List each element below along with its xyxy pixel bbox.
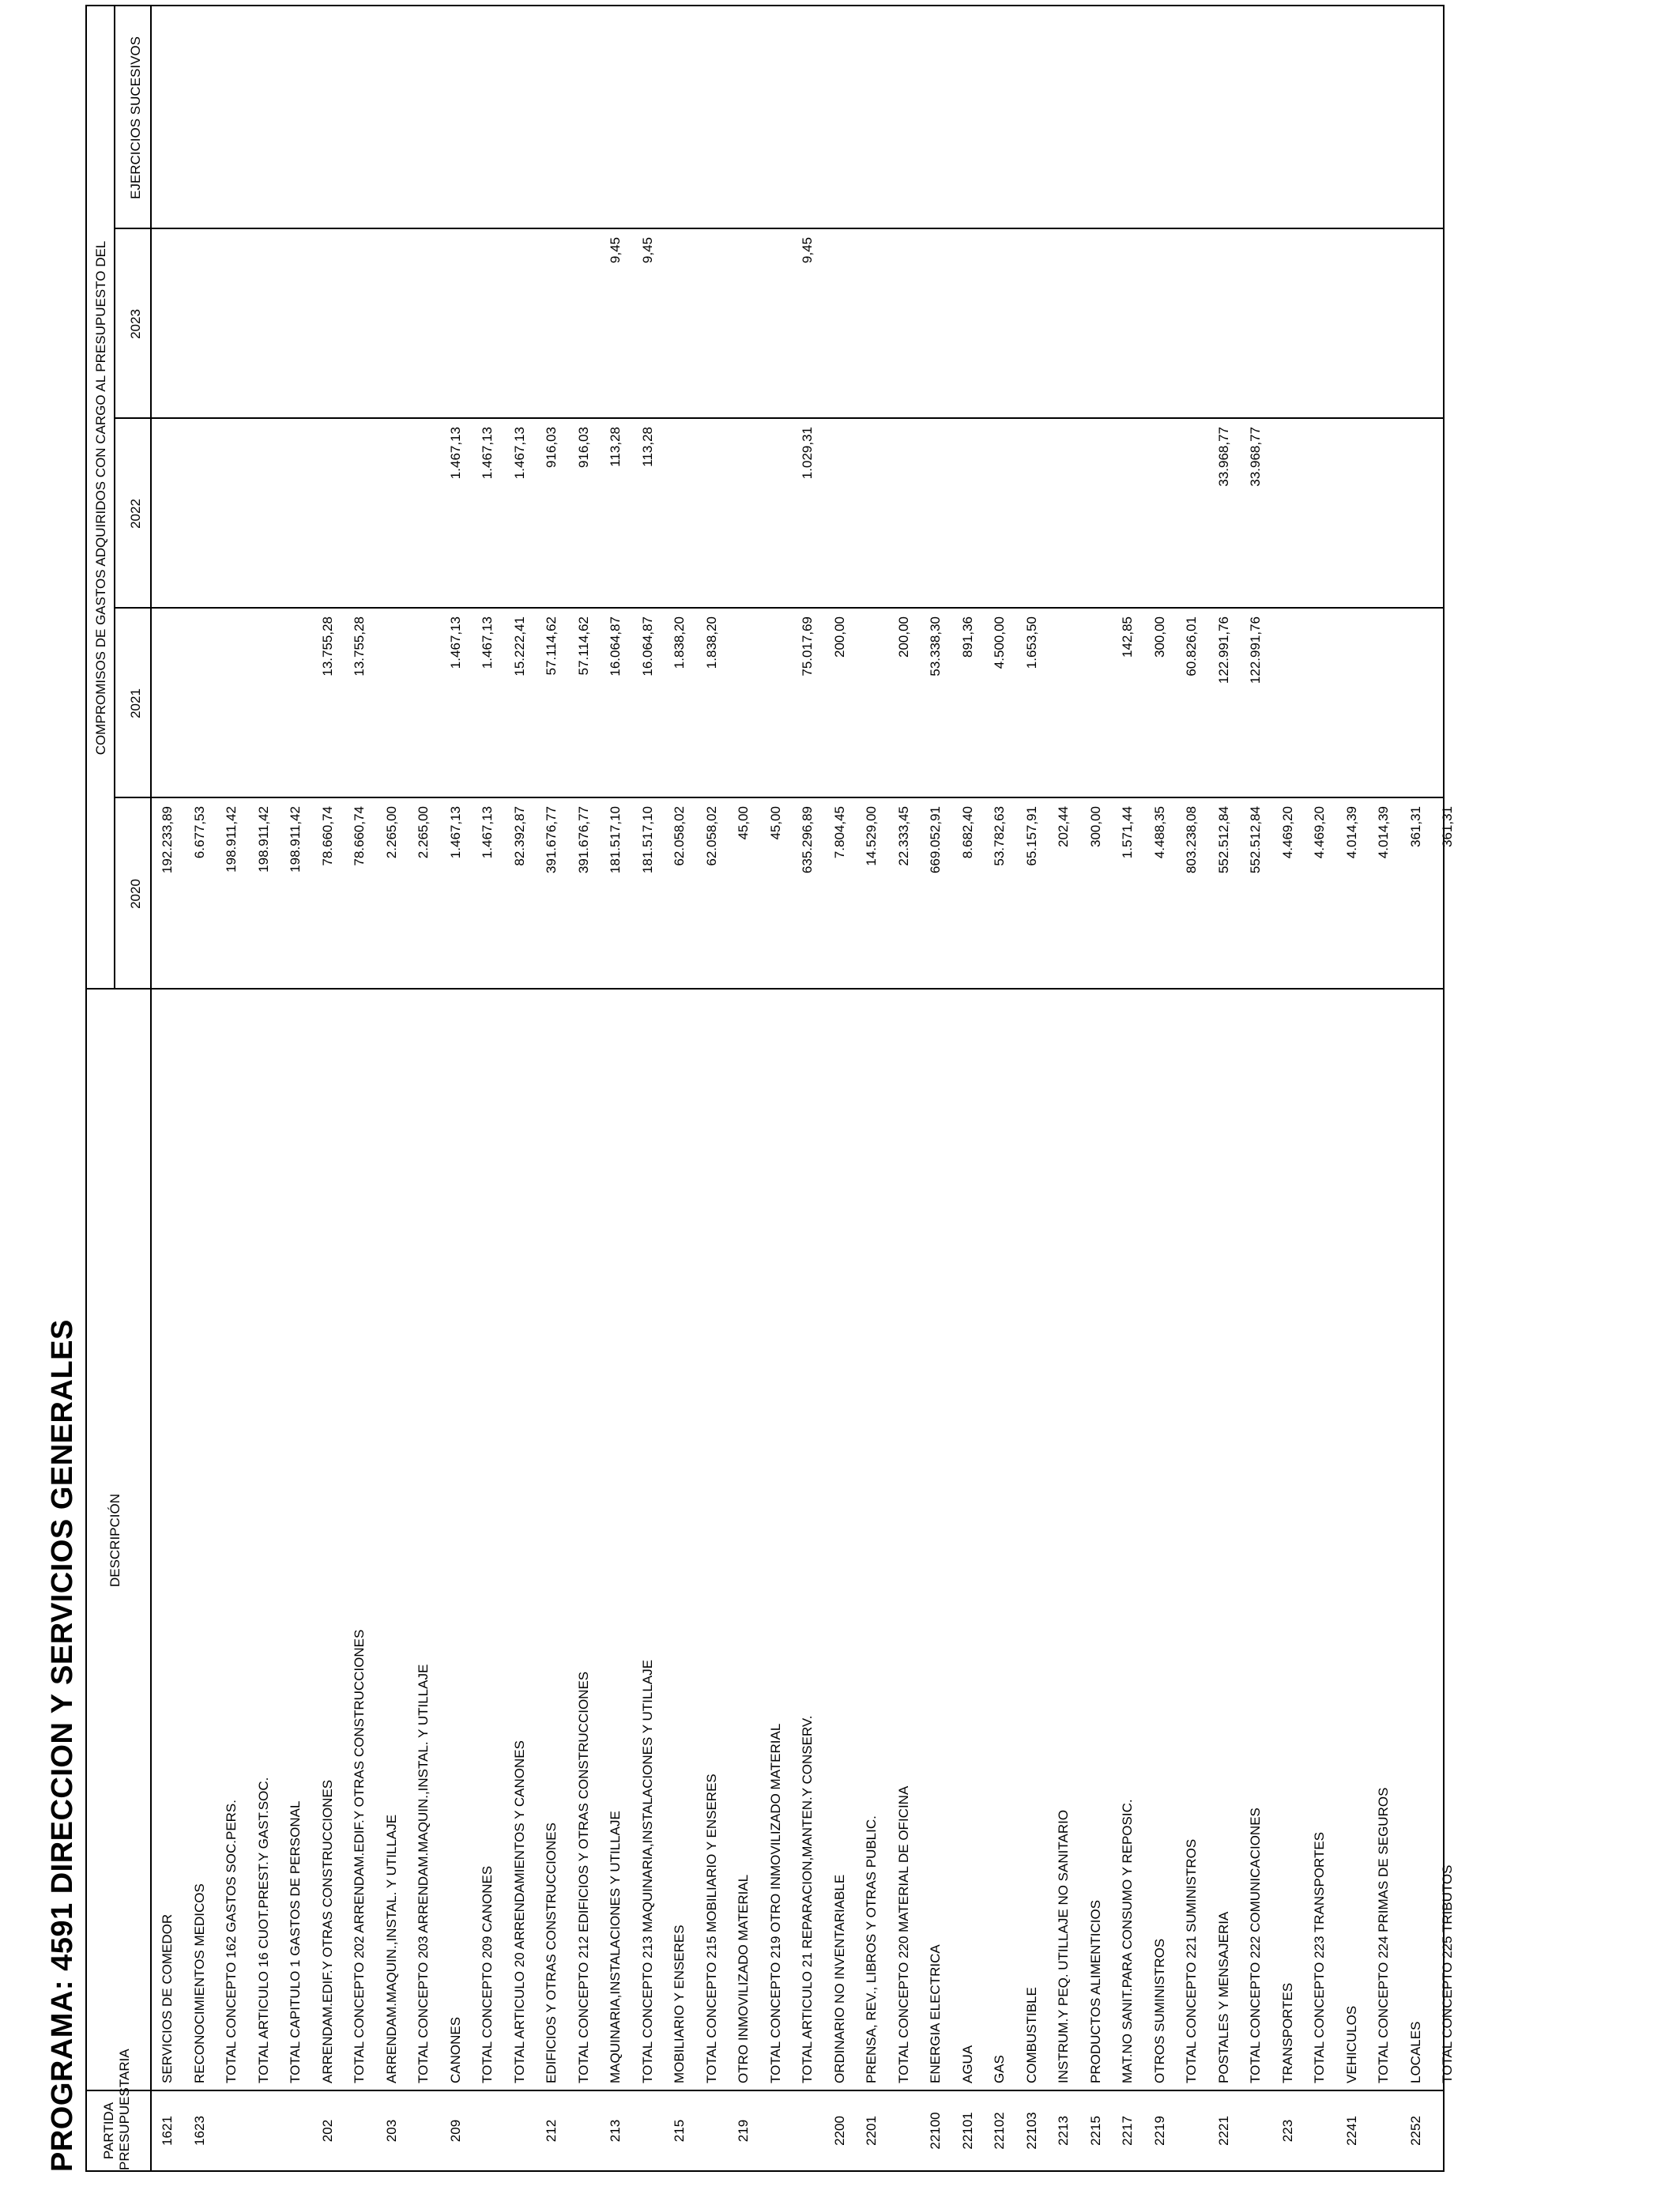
row-value-2020: 82.392,87 (511, 806, 527, 866)
table-row (1088, 6, 1104, 2170)
row-value-2020: 45,00 (736, 806, 751, 840)
row-value-2020: 181.517,10 (608, 806, 623, 874)
row-description: MAT.NO SANIT.PARA CONSUMO Y REPOSIC. (1120, 1799, 1135, 2083)
row-value-2021: 16.064,87 (639, 616, 655, 677)
row-code: 202 (319, 2119, 335, 2143)
row-description: AGUA (959, 2045, 975, 2083)
table-row (800, 6, 816, 2170)
row-value-2020: 1.571,44 (1120, 806, 1135, 859)
row-value-2022: 33.968,77 (1248, 427, 1263, 487)
row-code: 22103 (1023, 2112, 1039, 2150)
table-row (512, 6, 528, 2170)
row-description: TOTAL CONCEPTO 213 MAQUINARIA,INSTALACIONES Y UTILLAJE (639, 1660, 655, 2083)
table-row (768, 6, 784, 2170)
row-value-2022: 916,03 (575, 427, 591, 468)
table-row (1344, 6, 1360, 2170)
row-code: 2252 (1407, 2116, 1423, 2146)
table-row (1248, 6, 1264, 2170)
table-row (448, 6, 464, 2170)
row-code: 2241 (1343, 2116, 1359, 2146)
row-value-2020: 4.469,20 (1312, 806, 1327, 859)
row-value-2020: 300,00 (1087, 806, 1103, 847)
table-row (1024, 6, 1040, 2170)
row-description: CANONES (447, 2016, 463, 2083)
table-row (160, 6, 175, 2170)
row-value-2020: 4.488,35 (1151, 806, 1167, 859)
row-value-2021: 60.826,01 (1184, 616, 1199, 677)
row-value-2020: 391.676,77 (544, 806, 559, 874)
table-row (1152, 6, 1168, 2170)
table-row (384, 6, 400, 2170)
row-description: OTROS SUMINISTROS (1151, 1938, 1167, 2083)
row-value-2020: 198.911,42 (224, 806, 239, 873)
row-value-2021: 1.838,20 (703, 616, 719, 669)
row-value-2021: 200,00 (895, 616, 911, 658)
row-value-2020: 45,00 (767, 806, 783, 840)
row-value-2020: 2.265,00 (383, 806, 399, 859)
row-value-2020: 198.911,42 (255, 806, 271, 873)
row-value-2021: 53.338,30 (928, 616, 943, 677)
row-code: 212 (544, 2119, 559, 2143)
row-value-2021: 57.114,62 (544, 616, 559, 676)
header-year-2020: 2020 (128, 879, 143, 909)
row-description: PRENSA, REV., LIBROS Y OTRAS PUBLIC. (864, 1815, 879, 2083)
row-description: SERVICIOS DE COMEDOR (160, 1913, 175, 2083)
table-row (1056, 6, 1072, 2170)
row-value-2021: 4.500,00 (992, 616, 1007, 669)
row-code: 2201 (864, 2116, 879, 2146)
table-row (704, 6, 720, 2170)
row-description: TOTAL CONCEPTO 222 COMUNICACIONES (1248, 1808, 1263, 2083)
row-value-2021: 300,00 (1151, 616, 1167, 658)
row-code: 2217 (1120, 2116, 1135, 2146)
page-title: PROGRAMA: 4591 DIRECCION Y SERVICIOS GENERALES (46, 1319, 79, 2172)
table-row (1408, 6, 1424, 2170)
row-description: TOTAL CONCEPTO 162 GASTOS SOC.PERS. (224, 1800, 239, 2083)
table-row (416, 6, 431, 2170)
table-row (864, 6, 880, 2170)
row-value-2021: 122.991,76 (1215, 616, 1231, 684)
row-description: TOTAL CONCEPTO 225 TRIBUTOS (1440, 1864, 1455, 2083)
row-value-2020: 8.682,40 (959, 806, 975, 859)
header-year-2022: 2022 (128, 499, 143, 529)
row-value-2020: 181.517,10 (639, 806, 655, 874)
row-value-2020: 78.660,74 (319, 806, 335, 866)
row-code: 22102 (992, 2112, 1007, 2150)
row-value-2020: 78.660,74 (352, 806, 367, 866)
row-value-2022: 113,28 (639, 427, 655, 467)
row-value-2020: 6.677,53 (191, 806, 207, 859)
row-description: TOTAL CONCEPTO 212 EDIFICIOS Y OTRAS CONSTRUCCIONES (575, 1671, 591, 2083)
row-description: OTRO INMOVILIZADO MATERIAL (736, 1874, 751, 2083)
row-code: 1621 (160, 2116, 175, 2146)
header-sep-compromisos (114, 6, 115, 990)
row-description: TRANSPORTES (1279, 1982, 1295, 2083)
row-value-2021: 16.064,87 (608, 616, 623, 677)
row-description: TOTAL CONCEPTO 203 ARRENDAM.MAQUIN.,INSTAL. Y UTILLAJE (416, 1664, 431, 2083)
row-description: INSTRUM.Y PEQ. UTILLAJE NO SANITARIO (1056, 1809, 1071, 2083)
row-code: 209 (447, 2119, 463, 2143)
row-code: 2213 (1056, 2116, 1071, 2146)
row-value-2020: 53.782,63 (992, 806, 1007, 866)
table-row (1440, 6, 1456, 2170)
table-row (992, 6, 1008, 2170)
row-value-2021: 1.467,13 (480, 616, 495, 669)
table-row (192, 6, 208, 2170)
row-value-2022: 916,03 (544, 427, 559, 468)
row-value-2022: 113,28 (608, 427, 623, 467)
row-value-2022: 33.968,77 (1215, 427, 1231, 487)
row-description: TOTAL CONCEPTO 221 SUMINISTROS (1184, 1838, 1199, 2083)
row-code: 223 (1279, 2119, 1295, 2143)
row-value-2020: 803.238,08 (1184, 806, 1199, 874)
row-value-2021: 57.114,62 (575, 616, 591, 676)
header-year-2021: 2021 (128, 688, 143, 718)
table-row (928, 6, 944, 2170)
table-row (256, 6, 272, 2170)
header-partida (101, 2049, 133, 2170)
row-value-2020: 361,31 (1407, 806, 1423, 847)
row-code: 219 (736, 2119, 751, 2143)
row-description: ENERGIA ELECTRICA (928, 1944, 943, 2083)
row-description: GAS (992, 2055, 1007, 2083)
table-row (1376, 6, 1392, 2170)
row-description: TOTAL ARTICULO 20 ARRENDAMIENTOS Y CANONES (511, 1740, 527, 2083)
row-value-2020: 7.804,45 (831, 806, 847, 859)
row-description: POSTALES Y MENSAJERIA (1215, 1911, 1231, 2083)
row-value-2021: 142,85 (1120, 616, 1135, 658)
table-row (576, 6, 592, 2170)
row-description: ARRENDAM.MAQUIN.,INSTAL. Y UTILLAJE (383, 1814, 399, 2083)
row-description: ARRENDAM.EDIF.Y OTRAS CONSTRUCCIONES (319, 1779, 335, 2083)
table-row (288, 6, 303, 2170)
row-description: COMBUSTIBLE (1023, 1987, 1039, 2083)
row-description: VEHICULOS (1343, 2005, 1359, 2083)
row-value-2020: 202,44 (1056, 806, 1071, 847)
row-description: PRODUCTOS ALIMENTICIOS (1087, 1899, 1103, 2083)
table-row (640, 6, 656, 2170)
header-sep-bottom (150, 6, 152, 2170)
row-code: 215 (672, 2119, 687, 2143)
row-value-2022: 1.467,13 (511, 427, 527, 480)
table-row (224, 6, 239, 2170)
row-value-2020: 192.233,89 (160, 806, 175, 874)
row-description: TOTAL CONCEPTO 202 ARRENDAM.EDIF.Y OTRAS CONSTRUCCIONES (352, 1629, 367, 2083)
row-value-2022: 1.467,13 (447, 427, 463, 480)
row-description: TOTAL CONCEPTO 209 CANONES (480, 1865, 495, 2083)
table-row (832, 6, 848, 2170)
row-code: 1623 (191, 2116, 207, 2146)
row-description: TOTAL CONCEPTO 220 MATERIAL DE OFICINA (895, 1785, 911, 2083)
row-value-2023: 9,45 (639, 237, 655, 264)
row-value-2020: 4.014,39 (1376, 806, 1391, 859)
table-row (1120, 6, 1136, 2170)
table-row (1312, 6, 1328, 2170)
table-row (1184, 6, 1200, 2170)
row-value-2020: 361,31 (1440, 806, 1455, 847)
table-row (320, 6, 336, 2170)
row-value-2020: 669.052,91 (928, 806, 943, 874)
row-description: TOTAL ARTICULO 21 REPARACION,MANTEN.Y CONSERV. (800, 1715, 815, 2083)
row-value-2020: 62.058,02 (672, 806, 687, 866)
table-row (1216, 6, 1232, 2170)
budget-table (85, 5, 1455, 2172)
row-value-2020: 2.265,00 (416, 806, 431, 859)
table-row (736, 6, 751, 2170)
row-description: EDIFICIOS Y OTRAS CONSTRUCCIONES (544, 1823, 559, 2083)
row-value-2021: 1.838,20 (672, 616, 687, 669)
row-value-2020: 552.512,84 (1248, 806, 1263, 874)
table-row (960, 6, 976, 2170)
header-partida-line1: PARTIDA (101, 2102, 116, 2160)
row-value-2021: 122.991,76 (1248, 616, 1263, 684)
table-row (544, 6, 559, 2170)
row-code: 203 (383, 2119, 399, 2143)
header-compromisos: COMPROMISOS DE GASTOS ADQUIRIDOS CON CARGO AL PRESUPUESTO DEL (93, 240, 108, 756)
row-code: 2215 (1087, 2116, 1103, 2146)
row-description: TOTAL CAPITULO 1 GASTOS DE PERSONAL (288, 1800, 303, 2083)
row-value-2022: 1.467,13 (480, 427, 495, 480)
table-row (1280, 6, 1296, 2170)
row-description: RECONOCIMIENTOS MEDICOS (191, 1883, 207, 2083)
row-value-2022: 1.029,31 (800, 427, 815, 480)
row-value-2020: 391.676,77 (575, 806, 591, 874)
row-description: TOTAL CONCEPTO 219 OTRO INMOVILIZADO MATERIAL (767, 1723, 783, 2083)
row-description: MAQUINARIA,INSTALACIONES Y UTILLAJE (608, 1811, 623, 2083)
header-partida-line2: PRESUPUESTARIA (117, 2049, 132, 2170)
row-code: 2219 (1151, 2116, 1167, 2146)
table-row (352, 6, 367, 2170)
row-value-2020: 14.529,00 (864, 806, 879, 866)
row-code: 2221 (1215, 2116, 1231, 2146)
row-description: TOTAL ARTICULO 16 CUOT.PREST.Y GAST.SOC. (255, 1777, 271, 2083)
row-value-2021: 13.755,28 (352, 616, 367, 677)
row-description: TOTAL CONCEPTO 215 MOBILIARIO Y ENSERES (703, 1774, 719, 2083)
row-value-2021: 1.653,50 (1023, 616, 1039, 669)
row-value-2020: 62.058,02 (703, 806, 719, 866)
header-ejercicios-sucesivos: EJERCICIOS SUCESIVOS (128, 36, 143, 199)
row-value-2020: 552.512,84 (1215, 806, 1231, 874)
row-code: 22100 (928, 2112, 943, 2150)
row-description: TOTAL CONCEPTO 223 TRANSPORTES (1312, 1831, 1327, 2083)
table-row (896, 6, 912, 2170)
row-value-2023: 9,45 (608, 237, 623, 264)
header-descripcion: DESCRIPCIÓN (107, 1493, 122, 1588)
row-description: TOTAL CONCEPTO 224 PRIMAS DE SEGUROS (1376, 1787, 1391, 2083)
row-value-2021: 1.467,13 (447, 616, 463, 669)
row-value-2020: 1.467,13 (447, 806, 463, 859)
row-code: 213 (608, 2119, 623, 2143)
row-value-2020: 198.911,42 (288, 806, 303, 873)
row-description: LOCALES (1407, 2021, 1423, 2083)
header-year-2023: 2023 (128, 309, 143, 339)
row-description: MOBILIARIO Y ENSERES (672, 1924, 687, 2083)
row-value-2021: 891,36 (959, 616, 975, 658)
row-value-2021: 200,00 (831, 616, 847, 658)
row-description: ORDINARIO NO INVENTARIABLE (831, 1874, 847, 2083)
row-value-2021: 13.755,28 (319, 616, 335, 677)
row-code: 22101 (959, 2112, 975, 2150)
table-row (608, 6, 623, 2170)
row-value-2023: 9,45 (800, 237, 815, 264)
row-value-2021: 15.222,41 (511, 616, 527, 677)
row-code: 2200 (831, 2116, 847, 2146)
row-value-2020: 635.296,89 (800, 806, 815, 874)
table-row (672, 6, 687, 2170)
row-value-2020: 4.014,39 (1343, 806, 1359, 859)
table-row (480, 6, 495, 2170)
row-value-2020: 65.157,91 (1023, 806, 1039, 866)
row-value-2021: 75.017,69 (800, 616, 815, 677)
row-value-2020: 4.469,20 (1279, 806, 1295, 859)
row-value-2020: 1.467,13 (480, 806, 495, 859)
row-value-2020: 22.333,45 (895, 806, 911, 866)
